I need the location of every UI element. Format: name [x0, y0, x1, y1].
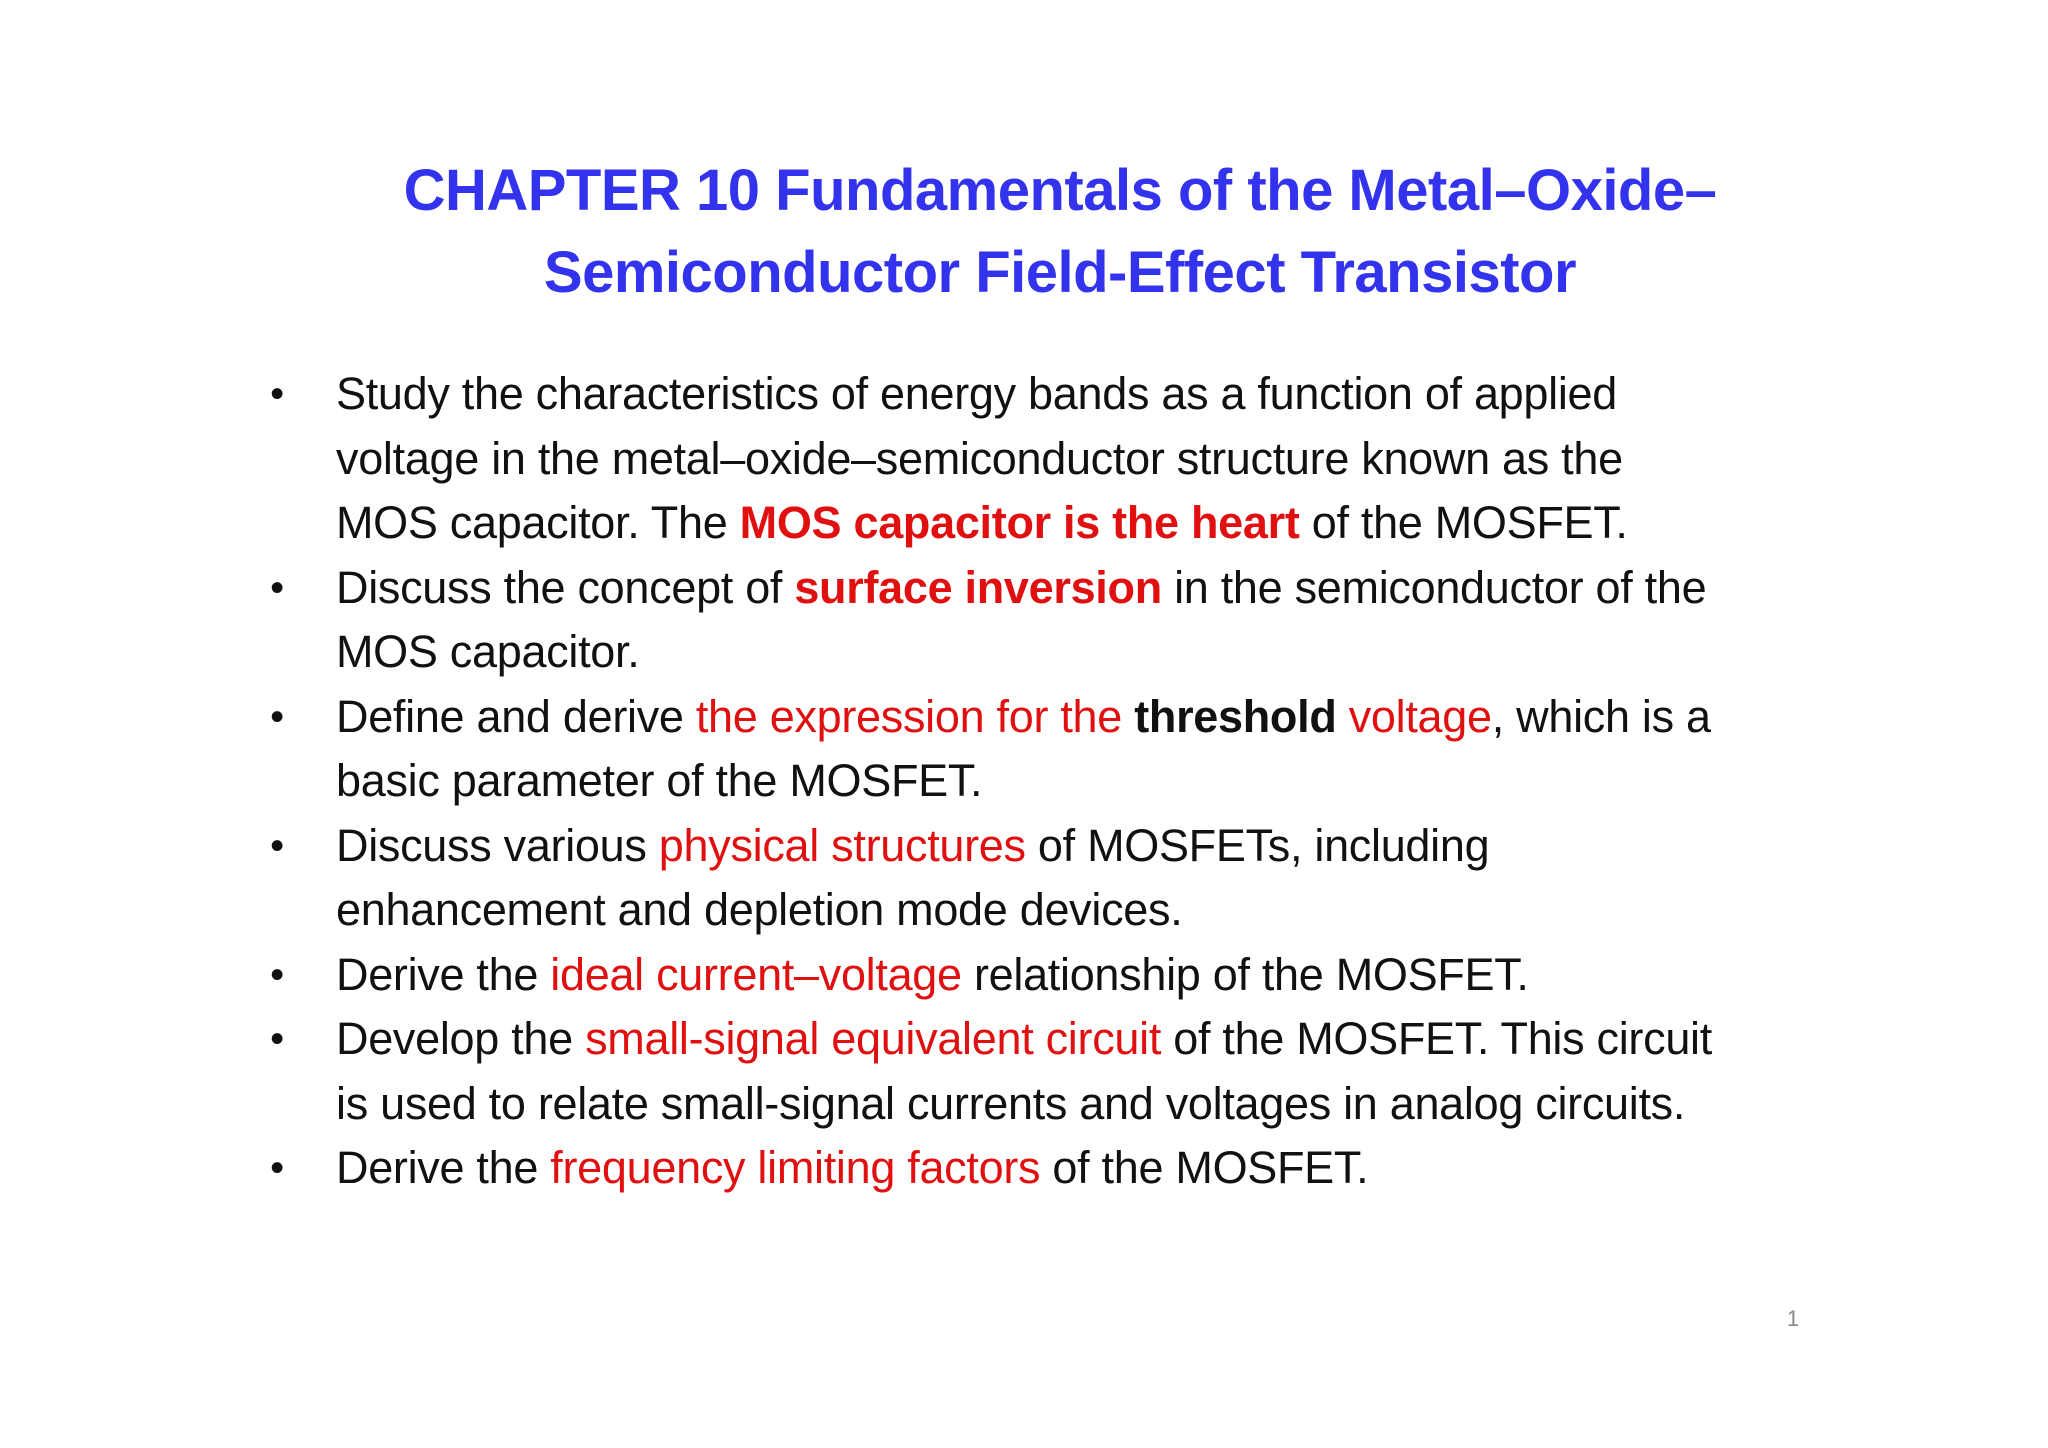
bullet-dot-icon: • [270, 372, 284, 416]
bullet-text: of the MOSFET. [1040, 1142, 1369, 1193]
bullet-dot-icon: • [270, 823, 284, 868]
bullet-text: Define and derive [336, 690, 696, 742]
bullet-item [262, 814, 1902, 943]
bullet-line [336, 556, 1902, 621]
bullet-line [336, 1072, 1902, 1137]
highlighted-text: voltage [1336, 690, 1492, 742]
slide-title [300, 150, 1820, 314]
bullet-text: of MOSFETs, including [1025, 819, 1490, 871]
bullet-item [262, 943, 1902, 1008]
bullet-item [262, 685, 1902, 814]
bullet-item [262, 1136, 1902, 1201]
bullet-line [336, 685, 1902, 750]
bullet-text: Study the characteristics of energy bands as a function of applied [336, 368, 1617, 419]
bullet-text: in the semiconductor of the [1161, 561, 1707, 613]
bullet-item [262, 1007, 1902, 1136]
bullet-text: of the MOSFET. [1299, 497, 1628, 548]
bullet-line [336, 1007, 1902, 1072]
bullet-text: relationship of the MOSFET. [961, 948, 1529, 1000]
highlighted-text: frequency limiting factors [550, 1142, 1041, 1193]
bullet-dot-icon: • [270, 952, 284, 997]
title-line-2: Semiconductor Field-Effect Transistor [543, 240, 1577, 305]
page-number: 1 [1786, 1306, 1800, 1331]
bullet-text: , which is a [1491, 690, 1711, 742]
bullet-item [262, 556, 1902, 685]
bullet-text: basic parameter of the MOSFET. [336, 755, 983, 806]
bullet-line [336, 943, 1902, 1008]
bullet-line [336, 749, 1902, 814]
bullet-text: enhancement and depletion mode devices. [336, 884, 1183, 935]
bullet-text: Discuss the concept of [336, 561, 795, 613]
bullet-dot-icon: • [270, 565, 284, 610]
bullet-text: Discuss various [336, 819, 659, 871]
bullet-text: Derive the [336, 1142, 551, 1193]
highlighted-text: small-signal equivalent circuit [585, 1013, 1162, 1064]
bullet-line [336, 878, 1902, 943]
bullet-line [336, 427, 1902, 492]
highlighted-text: threshold [1134, 690, 1337, 742]
bullet-line [336, 620, 1902, 685]
highlighted-text: the expression for the [695, 690, 1135, 742]
bullet-dot-icon: • [270, 1017, 284, 1061]
bullet-text: Develop the [336, 1013, 586, 1064]
title-line-1: CHAPTER 10 Fundamentals of the Metal–Oxide– [403, 158, 1717, 223]
bullet-line [336, 1136, 1902, 1201]
highlighted-text: surface inversion [794, 561, 1162, 613]
bullet-text: of the MOSFET. This circuit [1161, 1013, 1712, 1064]
bullet-line [336, 491, 1902, 556]
bullet-dot-icon: • [270, 1146, 284, 1190]
bullet-text: MOS capacitor. The [336, 497, 740, 548]
bullet-line [336, 814, 1902, 879]
bullet-item [262, 362, 1902, 556]
highlighted-text: MOS capacitor is the heart [739, 497, 1300, 548]
bullet-text: Derive the [336, 948, 551, 1000]
highlighted-text: ideal current–voltage [550, 948, 962, 1000]
bullet-text: voltage in the metal–oxide–semiconductor structure known as the [336, 432, 1623, 484]
highlighted-text: physical structures [658, 819, 1026, 871]
bullet-line [336, 362, 1902, 427]
bullet-dot-icon: • [270, 694, 284, 739]
bullet-list [262, 362, 1902, 1201]
bullet-text: MOS capacitor. [336, 626, 640, 677]
bullet-text: is used to relate small-signal currents and voltages in analog circuits. [336, 1077, 1686, 1129]
